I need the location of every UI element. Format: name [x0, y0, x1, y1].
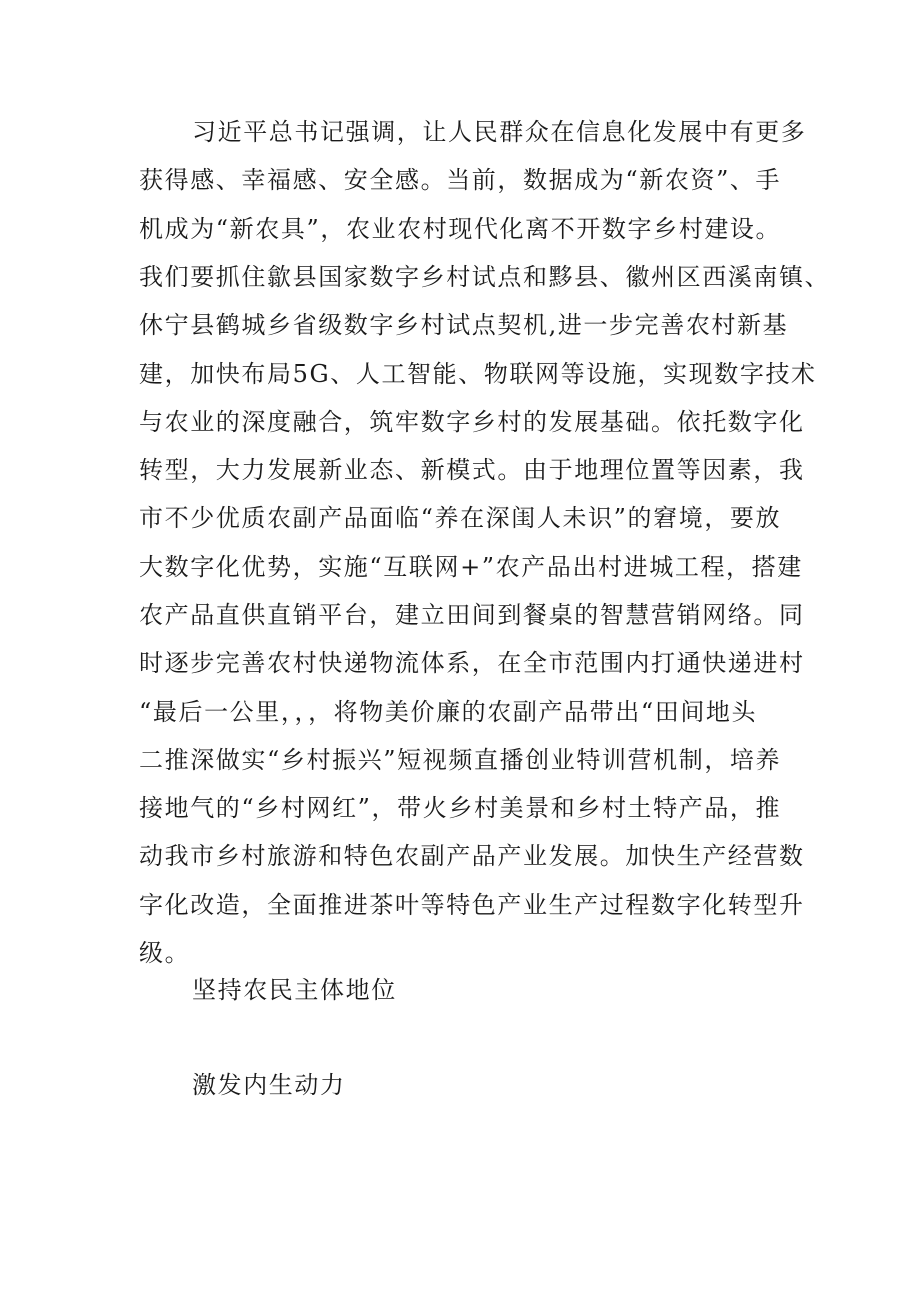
paragraph-line: 机成为“新农具”，农业农村现代化离不开数字乡村建设。: [139, 215, 782, 243]
paragraph-line: 农产品直供直销平台，建立田间到餐桌的智慧营销网络。同: [139, 601, 805, 629]
paragraph-line: 级。: [139, 939, 191, 967]
paragraph-line: 大数字化优势，实施“互联网+”农产品出村进城工程，搭建: [139, 553, 803, 581]
paragraph-line: 动我市乡村旅游和特色农副产品产业发展。加快生产经营数: [139, 842, 805, 870]
paragraph-line: 二推深做实“乡村振兴”短视频直播创业特训营机制，培养: [139, 746, 782, 774]
paragraph-line: 与农业的深度融合，筑牢数字乡村的发展基础。依托数字化: [139, 408, 805, 436]
paragraph-line: 转型，大力发展新业态、新模式。由于地理位置等因素，我: [139, 456, 805, 484]
paragraph-line: 习近平总书记强调，让人民群众在信息化发展中有更多: [192, 118, 807, 146]
paragraph-line: 建，加快布局5G、人工智能、物联网等设施，实现数字技术: [139, 360, 817, 388]
section-heading: 坚持农民主体地位: [192, 976, 397, 1004]
section-heading: 激发内生动力: [192, 1071, 346, 1099]
paragraph-line: 时逐步完善农村快递物流体系，在全市范围内打通快递进村: [139, 649, 805, 677]
paragraph-line: 市不少优质农副产品面临“养在深闺人未识”的窘境，要放: [139, 504, 782, 532]
paragraph-line: 获得感、幸福感、安全感。当前，数据成为“新农资”、手: [139, 166, 782, 194]
paragraph-line: 我们要抓住歙县国家数字乡村试点和黟县、徽州区西溪南镇、: [139, 263, 831, 291]
paragraph-line: “最后一公里，，，将物美价廉的农副产品带出“田间地头: [139, 698, 758, 726]
paragraph-line: 接地气的“乡村网红”，带火乡村美景和乡村土特产品，推: [139, 794, 782, 822]
paragraph-line: 字化改造，全面推进茶叶等特色产业生产过程数字化转型升: [139, 891, 805, 919]
paragraph-line: 休宁县鹤城乡省级数字乡村试点契机,进一步完善农村新基: [139, 311, 789, 339]
